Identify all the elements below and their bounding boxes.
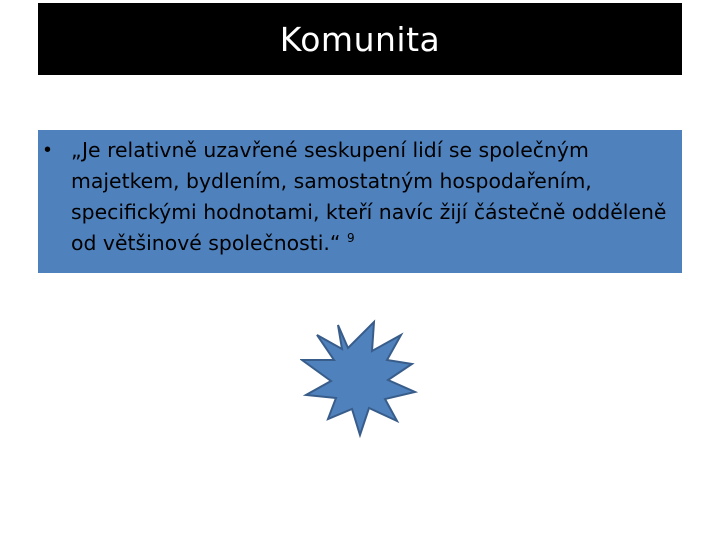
footnote-reference: 9 [346, 231, 355, 245]
bullet-text-block [71, 135, 671, 259]
starburst-shape [300, 318, 420, 438]
content-box [38, 130, 682, 273]
slide-title: Komunita [279, 19, 441, 59]
starburst-icon [300, 318, 420, 438]
slide-title-bar [38, 3, 682, 75]
bullet-marker: • [44, 139, 52, 161]
bullet-text: „Je relativně uzavřené seskupení lidí se společným majetkem, bydlením, samostatným hospodařením, specifickými hodnotami, kteří navíc žijí částečně odděleně od většinové společnosti.“ [71, 138, 667, 255]
